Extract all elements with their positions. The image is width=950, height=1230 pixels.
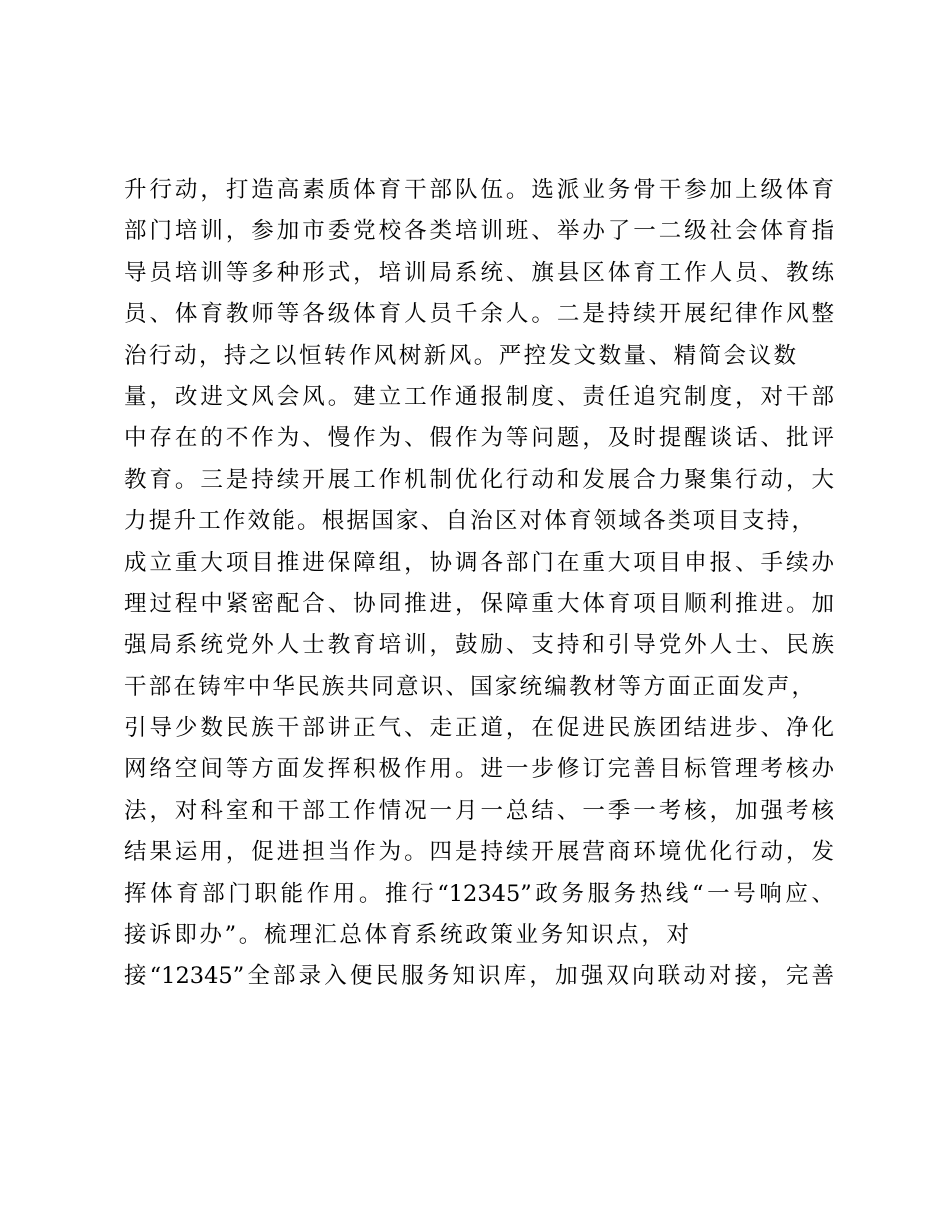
text-line: 量，改进文风会风。建立工作通报制度、责任追究制度，对干部 bbox=[124, 383, 834, 410]
text-line: 网络空间等方面发挥积极作用。进一步修订完善目标管理考核办 bbox=[124, 756, 834, 783]
text-line: 引导少数民族干部讲正气、走正道，在促进民族团结进步、净化 bbox=[124, 715, 834, 742]
text-line: 成立重大项目推进保障组，协调各部门在重大项目申报、手续办 bbox=[124, 549, 834, 576]
text-line: 教育。三是持续开展工作机制优化行动和发展合力聚集行动，大 bbox=[124, 466, 834, 493]
text-line: 员、体育教师等各级体育人员千余人。二是持续开展纪律作风整 bbox=[124, 301, 834, 328]
text-line: 治行动，持之以恒转作风树新风。严控发文数量、精简会议数 bbox=[124, 342, 796, 369]
text-line: 部门培训，参加市委党校各类培训班、举办了一二级社会体育指 bbox=[124, 218, 834, 245]
text-line: 结果运用，促进担当作为。四是持续开展营商环境优化行动，发 bbox=[124, 839, 834, 866]
body-text bbox=[124, 170, 834, 998]
text-line: 导员培训等多种形式，培训局系统、旗县区体育工作人员、教练 bbox=[124, 259, 834, 286]
text-line: 理过程中紧密配合、协同推进，保障重大体育项目顺利推进。加 bbox=[124, 590, 834, 617]
text-line: 中存在的不作为、慢作为、假作为等问题，及时提醒谈话、批评 bbox=[124, 425, 834, 452]
text-line: 强局系统党外人士教育培训，鼓励、支持和引导党外人士、民族 bbox=[124, 632, 834, 659]
text-line: 法，对科室和干部工作情况一月一总结、一季一考核，加强考核 bbox=[124, 797, 834, 824]
text-line: 力提升工作效能。根据国家、自治区对体育领域各类项目支持， bbox=[124, 508, 814, 535]
text-line: 接“12345”全部录入便民服务知识库，加强双向联动对接，完善 bbox=[124, 963, 834, 990]
text-line: 接诉即办”。梳理汇总体育系统政策业务知识点，对 bbox=[124, 922, 689, 949]
text-line: 干部在铸牢中华民族共同意识、国家统编教材等方面正面发声， bbox=[124, 673, 814, 700]
text-line: 挥体育部门职能作用。推行“12345”政务服务热线“一号响应、 bbox=[124, 880, 834, 907]
text-line: 升行动，打造高素质体育干部队伍。选派业务骨干参加上级体育 bbox=[124, 177, 834, 203]
